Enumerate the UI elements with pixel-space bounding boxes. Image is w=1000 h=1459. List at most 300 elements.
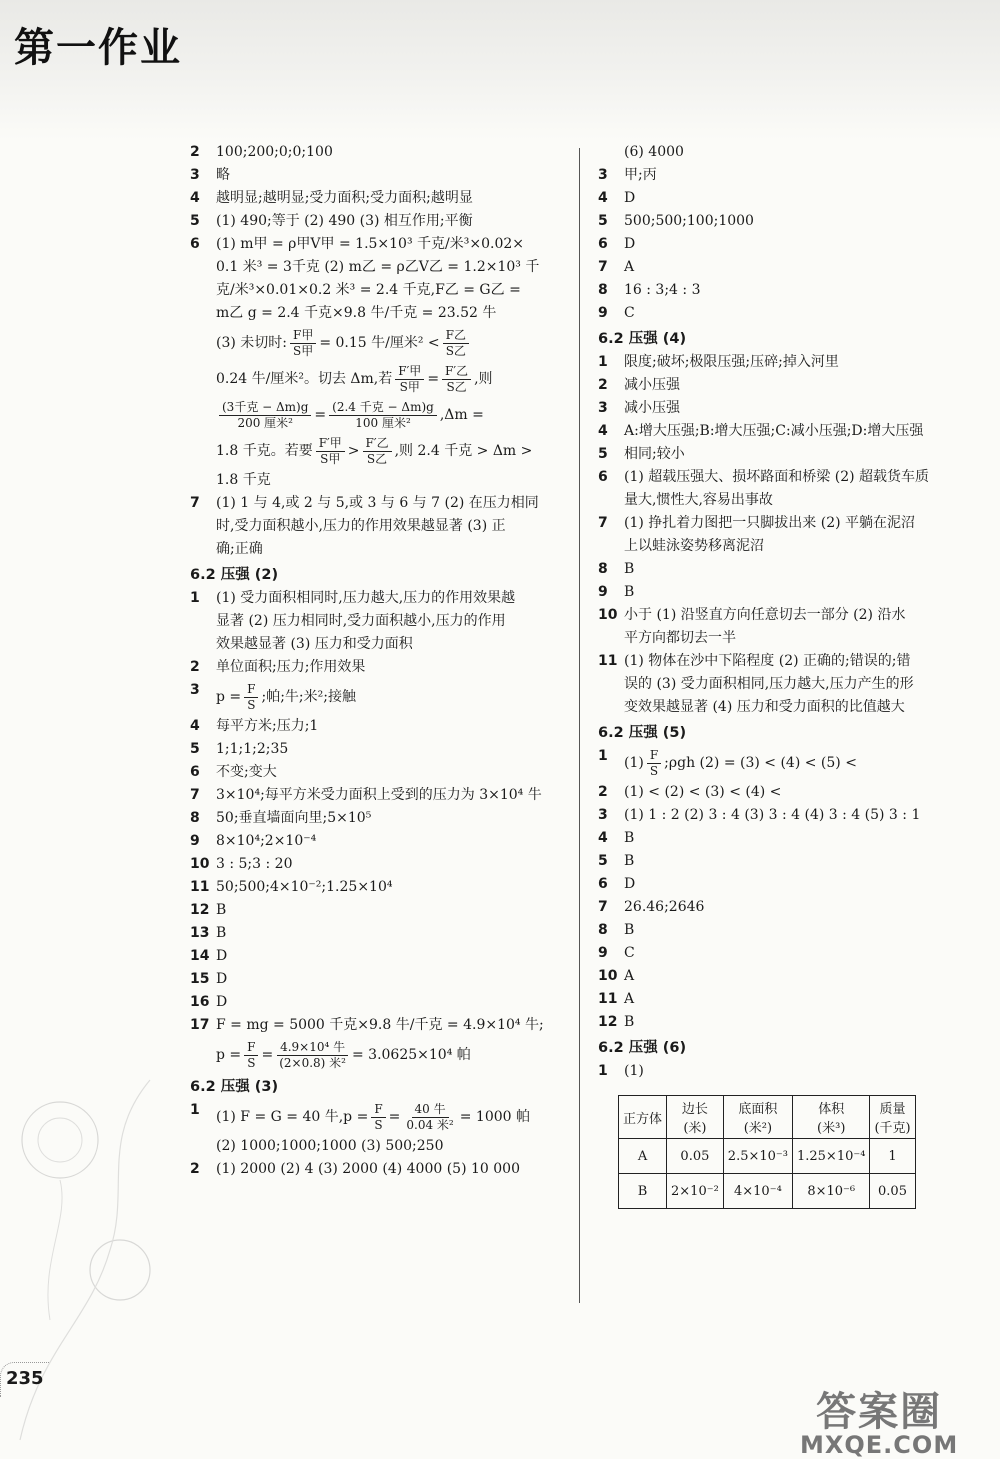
item-number: 13 [190, 925, 210, 941]
fraction [276, 1040, 349, 1071]
answer-line: 平方向都切去一半 [624, 630, 736, 646]
table-cell: B [619, 1174, 667, 1209]
item-number: 1 [598, 748, 608, 764]
fraction-denominator: S [247, 1055, 256, 1070]
fraction-denominator: S甲 [399, 379, 420, 394]
fraction-numerator: 40 牛 [412, 1102, 449, 1118]
answer-line: C [624, 305, 635, 321]
answer-text [624, 873, 978, 896]
answer-item [190, 1014, 565, 1073]
answer-fragment: ,则 2.4 千克 > Δm > [394, 443, 533, 459]
answer-item [598, 1011, 978, 1034]
answer-text [624, 745, 978, 781]
item-number: 2 [598, 377, 608, 393]
watermark-line2: MXQE.COM [800, 1431, 959, 1459]
item-number: 2 [190, 659, 200, 675]
item-number: 7 [190, 787, 200, 803]
table-header-cell [870, 1096, 915, 1139]
answer-line: 每平方米;压力;1 [216, 718, 319, 734]
answer-item [190, 853, 565, 876]
answer-text [216, 922, 565, 945]
fraction-numerator: F甲 [290, 328, 316, 344]
answer-line [216, 1099, 565, 1135]
answer-item [190, 738, 565, 761]
answer-item [190, 715, 565, 738]
answer-line: 0.1 米³ = 3千克 (2) m乙 = ρ乙V乙 = 1.2×10³ 千 [216, 259, 540, 275]
answer-item [190, 784, 565, 807]
answer-line: B [624, 853, 635, 869]
answer-text [624, 581, 978, 604]
answer-text [624, 919, 978, 942]
answer-item [598, 827, 978, 850]
answer-item [598, 604, 978, 650]
item-number: 9 [598, 945, 608, 961]
answer-line [624, 745, 978, 781]
item-number: 11 [598, 991, 618, 1007]
answer-item [190, 922, 565, 945]
section-heading: 6.2 压强 (3) [190, 1079, 279, 1095]
answer-line: 小于 (1) 沿竖直方向任意切去一部分 (2) 沿水 [624, 607, 906, 623]
item-number: 7 [598, 899, 608, 915]
fraction [329, 400, 437, 431]
answer-line [216, 1037, 565, 1073]
answer-line: D [216, 994, 228, 1010]
answer-item [190, 899, 565, 922]
table-cell: 2×10⁻² [667, 1174, 724, 1209]
answer-fragment: = [427, 371, 440, 387]
item-number: 1 [190, 590, 200, 606]
fraction [403, 1102, 456, 1133]
answer-line: D [624, 236, 636, 252]
item-number: 6 [190, 236, 200, 252]
answer-text [624, 302, 978, 325]
item-number: 4 [190, 718, 200, 734]
table-row [619, 1174, 916, 1209]
answer-item [598, 443, 978, 466]
answer-text [624, 988, 978, 1011]
answer-fragment: = [261, 1047, 274, 1063]
answer-line: 效果越显著 (3) 压力和受力面积 [216, 636, 413, 652]
answer-item [598, 397, 978, 420]
answer-text [216, 1099, 565, 1158]
answer-text [216, 492, 565, 561]
answer-fragment: ;帕;牛;米²;接触 [261, 689, 356, 705]
item-number: 1 [598, 1063, 608, 1079]
answer-line: 1.8 千克 [216, 472, 271, 488]
answer-text [216, 876, 565, 899]
answer-line: B [624, 584, 635, 600]
item-number: 12 [598, 1014, 618, 1030]
answer-text [624, 443, 978, 466]
answer-line: 限度;破坏;极限压强;压碎;掉入河里 [624, 354, 839, 370]
answer-line: 越明显;越明显;受力面积;受力面积;越明显 [216, 190, 473, 206]
answer-line: C [624, 945, 635, 961]
item-number: 16 [190, 994, 210, 1010]
answer-line: A:增大压强;B:增大压强;C:减小压强;D:增大压强 [624, 423, 924, 439]
fraction-numerator: 4.9×10⁴ 牛 [277, 1040, 348, 1056]
fraction-denominator: S [374, 1117, 383, 1132]
answer-line: B [624, 922, 635, 938]
answer-item [190, 656, 565, 679]
answer-item [190, 1099, 565, 1158]
answer-item [598, 650, 978, 719]
answer-item [598, 256, 978, 279]
fraction-numerator: F′甲 [395, 364, 424, 380]
answer-item [598, 988, 978, 1011]
answer-text [216, 738, 565, 761]
header-text: (米³) [817, 1121, 846, 1136]
answer-fragment: > [347, 443, 360, 459]
fraction [647, 748, 661, 779]
header-text: 体积 [818, 1102, 845, 1117]
answer-item [598, 164, 978, 187]
answer-text [216, 830, 565, 853]
item-number: 2 [190, 144, 200, 160]
answer-item [598, 466, 978, 512]
answer-text [624, 397, 978, 420]
fraction [363, 436, 392, 467]
answer-item [598, 187, 978, 210]
answer-item [598, 233, 978, 256]
answer-text [216, 233, 565, 492]
answer-item [598, 781, 978, 804]
answer-line: D [624, 190, 636, 206]
answer-fragment: 0.24 牛/厘米²。切去 Δm,若 [216, 371, 393, 387]
answer-line: (2) 1000;1000;1000 (3) 500;250 [216, 1138, 444, 1154]
fraction-denominator: S [649, 763, 659, 778]
table-header-cell [792, 1096, 869, 1139]
answer-item [190, 761, 565, 784]
answer-item [190, 807, 565, 830]
answer-line: 减小压强 [624, 400, 680, 416]
fraction [244, 682, 258, 713]
answer-line: 3 : 5;3 : 20 [216, 856, 293, 872]
fraction-denominator: 200 厘米² [237, 415, 293, 430]
table-header-cell [619, 1096, 667, 1139]
answer-fragment: ,Δm = [439, 407, 484, 423]
answer-item [598, 581, 978, 604]
answer-line: B [624, 561, 635, 577]
answer-fragment: (1) [624, 755, 644, 771]
answer-text [624, 827, 978, 850]
page-number: 235 [6, 1368, 44, 1389]
answer-text [624, 279, 978, 302]
answer-item [190, 492, 565, 561]
table-cell: 1 [870, 1139, 915, 1174]
answer-text [216, 141, 565, 164]
answer-line: (1) 1 与 4,或 2 与 5,或 3 与 6 与 7 (2) 在压力相同 [216, 495, 539, 511]
item-number: 5 [190, 741, 200, 757]
answer-line [216, 433, 565, 469]
item-number: 8 [190, 810, 200, 826]
item-number: 10 [190, 856, 210, 872]
answer-line: 克/米³×0.01×0.2 米³ = 2.4 千克,F乙 = G乙 = [216, 282, 521, 298]
item-number: 11 [598, 653, 618, 669]
answer-line: B [216, 902, 227, 918]
answer-line: 1;1;1;2;35 [216, 741, 289, 757]
answer-line: (1) 物体在沙中下陷程度 (2) 正确的;错误的;错 [624, 653, 911, 669]
answer-item [598, 850, 978, 873]
item-number: 6 [598, 876, 608, 892]
answer-text [216, 656, 565, 679]
table-cell: 4×10⁻⁴ [723, 1174, 792, 1209]
item-number: 3 [598, 807, 608, 823]
fraction-numerator: (2.4 千克 − Δm)g [329, 400, 437, 416]
answer-item [598, 302, 978, 325]
table-cell: 1.25×10⁻⁴ [792, 1139, 869, 1174]
answer-item [190, 164, 565, 187]
answer-line: B [624, 830, 635, 846]
item-number: 4 [598, 830, 608, 846]
item-number: 9 [190, 833, 200, 849]
answer-line: (1) 2000 (2) 4 (3) 2000 (4) 4000 (5) 10 000 [216, 1161, 520, 1177]
item-number: 14 [190, 948, 210, 964]
item-number: 4 [598, 423, 608, 439]
answer-line: (1) 490;等于 (2) 490 (3) 相互作用;平衡 [216, 213, 473, 229]
item-number: 3 [598, 167, 608, 183]
section-heading: 6.2 压强 (6) [598, 1040, 687, 1056]
fraction-denominator: 0.04 米² [406, 1117, 454, 1132]
header-title: 第一作业 [14, 24, 182, 71]
answer-text [624, 256, 978, 279]
answer-line: (6) 4000 [624, 144, 684, 160]
answer-line: B [216, 925, 227, 941]
answer-line: A [624, 259, 635, 275]
answer-line: 误的 (3) 受力面积相同,压力越大,压力产生的形 [624, 676, 914, 692]
answer-line: (1) [624, 1063, 644, 1079]
answer-item [190, 991, 565, 1014]
fraction-denominator: S乙 [445, 343, 466, 358]
answer-line: 不变;变大 [216, 764, 277, 780]
answer-text [216, 945, 565, 968]
header-text: 质量 [879, 1102, 906, 1117]
answer-item [190, 210, 565, 233]
header-text: (米²) [743, 1121, 773, 1136]
answer-line: 3×10⁴;每平方米受力面积上受到的压力为 3×10⁴ 牛 [216, 787, 542, 803]
item-number: 6 [598, 236, 608, 252]
answer-fragment: p = [216, 689, 242, 705]
header-text: 底面积 [738, 1102, 778, 1117]
answer-item [598, 965, 978, 988]
answer-item [598, 374, 978, 397]
answer-item [190, 679, 565, 715]
answer-text [216, 715, 565, 738]
header-text: 边长 [681, 1102, 708, 1117]
answer-line: 上以蛙泳姿势移离泥沼 [624, 538, 764, 554]
answer-text [216, 210, 565, 233]
answer-text [624, 351, 978, 374]
item-number: 7 [598, 259, 608, 275]
answer-line [216, 397, 565, 433]
answer-text [216, 187, 565, 210]
page-header [0, 0, 1000, 140]
answer-line: (1) m甲 = ρ甲V甲 = 1.5×10³ 千克/米³×0.02× [216, 236, 524, 252]
answer-line: (1) 挣扎着力图把一只脚拔出来 (2) 平躺在泥沼 [624, 515, 916, 531]
answer-text [624, 233, 978, 256]
fraction-numerator: F′乙 [442, 364, 471, 380]
item-number: 3 [190, 167, 200, 183]
table-cell: 8×10⁻⁶ [792, 1174, 869, 1209]
answer-line: 变效果越显著 (4) 压力和受力面积的比值越大 [624, 699, 905, 715]
answer-line: D [216, 948, 228, 964]
fraction-denominator: S [247, 697, 256, 712]
answer-item [598, 896, 978, 919]
answer-fragment: 1.8 千克。若要 [216, 443, 313, 459]
answer-item [598, 804, 978, 827]
fraction [290, 328, 316, 359]
fraction-denominator: S乙 [366, 451, 388, 466]
item-number: 9 [598, 584, 608, 600]
answer-line: A [624, 991, 635, 1007]
fraction-numerator: F乙 [443, 328, 469, 344]
left-column [190, 141, 565, 1181]
item-number: 10 [598, 607, 618, 623]
answer-item [190, 141, 565, 164]
header-text: (千克) [874, 1121, 911, 1136]
answer-fragment: ,则 [474, 371, 493, 387]
answer-text [624, 942, 978, 965]
item-number: 7 [598, 515, 608, 531]
table-cell: 0.05 [870, 1174, 915, 1209]
answer-text [624, 187, 978, 210]
item-number: 4 [190, 190, 200, 206]
item-number: 4 [598, 190, 608, 206]
answer-line: 8×10⁴;2×10⁻⁴ [216, 833, 317, 849]
answer-line: 减小压强 [624, 377, 680, 393]
answer-line: 50;垂直墙面向里;5×10⁵ [216, 810, 372, 826]
answer-line: 显著 (2) 压力相同时,受力面积越小,压力的作用 [216, 613, 506, 629]
answer-text [624, 210, 978, 233]
answer-line: 16 : 3;4 : 3 [624, 282, 701, 298]
answer-item [598, 141, 978, 164]
table-header-cell [667, 1096, 724, 1139]
item-number: 7 [190, 495, 200, 511]
right-column [598, 141, 978, 1209]
item-number: 11 [190, 879, 210, 895]
fraction-denominator: S乙 [446, 379, 467, 394]
answer-text [624, 512, 978, 558]
answer-line: 500;500;100;1000 [624, 213, 754, 229]
answer-line: (1) 超载压强大、损坏路面和桥梁 (2) 超载货车质 [624, 469, 930, 485]
answer-fragment: = 0.15 牛/厘米² < [319, 335, 440, 351]
answer-text [624, 1060, 978, 1083]
item-number: 6 [598, 469, 608, 485]
table-header-row [619, 1096, 916, 1139]
fraction-numerator: (3千克 − Δm)g [219, 400, 311, 416]
answer-line: m乙 g = 2.4 千克×9.8 牛/千克 = 23.52 牛 [216, 305, 497, 321]
answer-fragment: p = [216, 1047, 242, 1063]
answer-line: 确;正确 [216, 541, 263, 557]
fraction [244, 1040, 258, 1071]
answer-text [624, 804, 978, 827]
answer-item [190, 187, 565, 210]
item-number: 10 [598, 968, 618, 984]
answer-text [624, 896, 978, 919]
answer-item [190, 876, 565, 899]
answer-text [624, 850, 978, 873]
answer-item [598, 351, 978, 374]
answer-item [190, 945, 565, 968]
item-number: 1 [598, 354, 608, 370]
answer-fragment: (3) 未切时: [216, 335, 287, 351]
fraction-numerator: F [371, 1102, 385, 1118]
fraction-numerator: F [244, 1040, 258, 1056]
item-number: 17 [190, 1017, 210, 1033]
answer-text [216, 761, 565, 784]
header-text: 正方体 [623, 1111, 663, 1127]
item-number: 5 [598, 853, 608, 869]
fraction-denominator: S甲 [320, 451, 341, 466]
answer-fragment: = 1000 帕 [459, 1109, 530, 1125]
cube-data-table [618, 1095, 916, 1209]
fraction [371, 1102, 385, 1133]
answer-item [598, 279, 978, 302]
table-cell: A [619, 1139, 667, 1174]
item-number: 5 [190, 213, 200, 229]
answer-text [624, 164, 978, 187]
item-number: 12 [190, 902, 210, 918]
section-heading: 6.2 压强 (2) [190, 567, 279, 583]
table-cell: 2.5×10⁻³ [723, 1139, 792, 1174]
answer-text [624, 374, 978, 397]
answer-item [598, 512, 978, 558]
answer-text [624, 965, 978, 988]
fraction [442, 364, 471, 395]
fraction [316, 436, 345, 467]
answer-text [624, 781, 978, 804]
answer-text [624, 650, 978, 719]
answer-item [598, 420, 978, 443]
answer-line: 26.46;2646 [624, 899, 705, 915]
answer-text [624, 141, 978, 164]
item-number: 3 [190, 682, 200, 698]
answer-line: (1) < (2) < (3) < (4) < [624, 784, 782, 800]
answer-text [216, 587, 565, 656]
table-row [619, 1139, 916, 1174]
item-number: 6 [190, 764, 200, 780]
answer-item [598, 873, 978, 896]
answer-item [598, 745, 978, 781]
answer-line: D [216, 971, 228, 987]
item-number: 5 [598, 213, 608, 229]
answer-text [216, 968, 565, 991]
answer-line: 量大,惯性大,容易出事故 [624, 492, 773, 508]
item-number: 8 [598, 282, 608, 298]
item-number: 2 [598, 784, 608, 800]
answer-fragment: ;ρgh (2) = (3) < (4) < (5) < [664, 755, 857, 771]
fraction-denominator: (2×0.8) 米² [279, 1055, 346, 1070]
table-header-cell [723, 1096, 792, 1139]
answer-item [598, 210, 978, 233]
answer-line: 略 [216, 167, 230, 183]
answer-item [598, 558, 978, 581]
answer-item [190, 233, 565, 492]
answer-text [624, 420, 978, 443]
answer-text [624, 466, 978, 512]
answer-line: 相同;较小 [624, 446, 685, 462]
answer-item [190, 1158, 565, 1181]
item-number: 1 [190, 1102, 200, 1118]
answer-text [216, 1158, 565, 1181]
answer-line: (1) 受力面积相同时,压力越大,压力的作用效果越 [216, 590, 516, 606]
answer-item [598, 1060, 978, 1083]
answer-text [216, 784, 565, 807]
fraction-numerator: F′甲 [316, 436, 345, 452]
answer-line: (1) 1 : 2 (2) 3 : 4 (3) 3 : 4 (4) 3 : 4 (5) 3 : 1 [624, 807, 921, 823]
answer-line: F = mg = 5000 千克×9.8 牛/千克 = 4.9×10⁴ 牛; [216, 1017, 544, 1033]
column-divider [579, 148, 580, 1303]
answer-item [598, 919, 978, 942]
